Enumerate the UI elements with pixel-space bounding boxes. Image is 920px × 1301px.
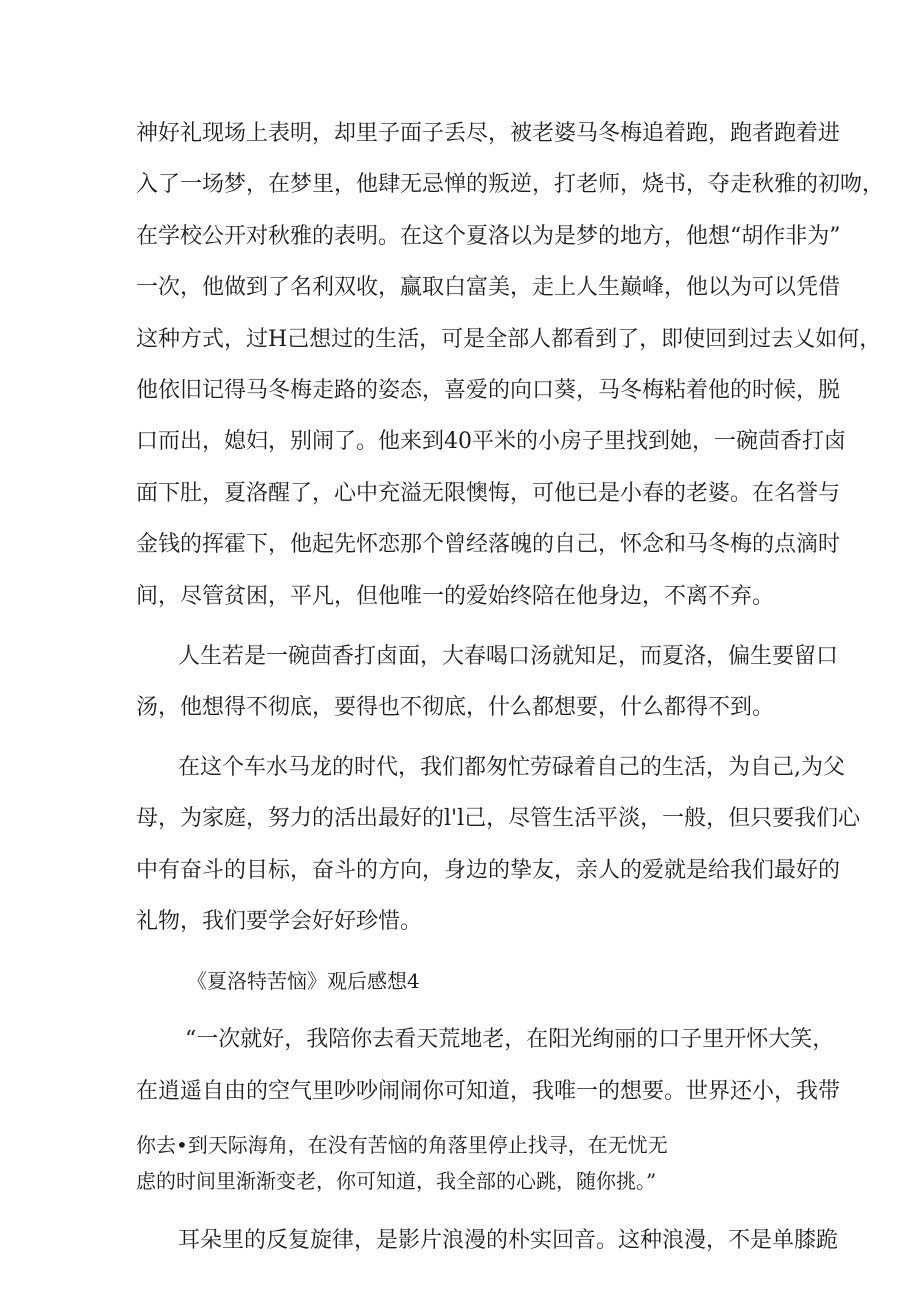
text-line: 汤，他想得不彻底，要得也不彻底，什么都想要，什么都得不到。: [136, 695, 775, 720]
text-line: 耳朵里的反复旋律，是影片浪漫的朴实回音。这种浪漫，不是单膝跪: [178, 1228, 839, 1253]
text-line: “一次就好，我陪你去看天荒地老，在阳光绚丽的口子里开怀大笑，: [185, 1027, 835, 1052]
text-line: 中有奋斗的目标，奋斗的方向，身边的挚友，亲人的爱就是给我们最好的: [136, 858, 841, 883]
text-line: 一次，他做到了名利双收，赢取白富美，走上人生巅峰，他以为可以凭借: [136, 275, 841, 300]
text-line: 金钱的挥霍下，他起先怀恋那个曾经落魄的自己，怀念和马冬梅的点滴时: [136, 532, 841, 557]
text-line: 母，为家庭，努力的活出最好的l'l己，尽管生活平淡，一般，但只要我们心: [136, 806, 861, 831]
text-line: 在这个车水马龙的时代，我们都匆忙劳碌着自己的生活，为自己,为父: [178, 755, 845, 780]
text-line: 你去•到天际海角，在没有苦恼的角落里停止找寻，在无忧无: [136, 1133, 668, 1157]
text-line: 间，尽管贫困，平凡，但他唯一的爱始终陪在他身边，不离不弃。: [136, 584, 775, 609]
text-line: 口而出，媳妇，别闹了。他来到40平米的小房子里找到她，一碗茴香打卤: [136, 429, 846, 454]
text-line: 神好礼现场上表明，却里子面子丢尽，被老婆马冬梅追着跑，跑者跑着进: [136, 121, 841, 146]
text-line: 他依旧记得马冬梅走路的姿态，喜爱的向口葵，马冬梅粘着他的时候，脱: [136, 378, 841, 403]
text-line: 这种方式，过H己想过的生活，可是全部人都看到了，即使回到过去乂如何，: [136, 327, 882, 352]
text-line: 在逍遥自由的空气里吵吵闹闹你可知道，我唯一的想要。世界还小，我带: [136, 1079, 841, 1104]
text-line: 礼物，我们要学会好好珍惜。: [136, 909, 423, 934]
text-line: 入了一场梦，在梦里，他肆无忌惮的叛逆，打老师，烧书，夺走秋雅的初吻，: [136, 172, 885, 197]
text-line: 人生若是一碗茴香打卤面，大春喝口汤就知足，而夏洛，偏生要留口: [178, 644, 839, 669]
text-line: 在学校公开对秋雅的表明。在这个夏洛以为是梦的地方，他想“胡作非为”: [136, 224, 841, 249]
section-heading: 《夏洛特苦恼》观后感想4: [187, 969, 420, 993]
text-line: 虑的时间里渐渐变老，你可知道，我全部的心跳，随你挑。”: [136, 1169, 657, 1193]
text-line: 面下肚，夏洛醒了，心中充溢无限懊悔，可他已是小春的老婆。在名誉与: [136, 481, 841, 506]
